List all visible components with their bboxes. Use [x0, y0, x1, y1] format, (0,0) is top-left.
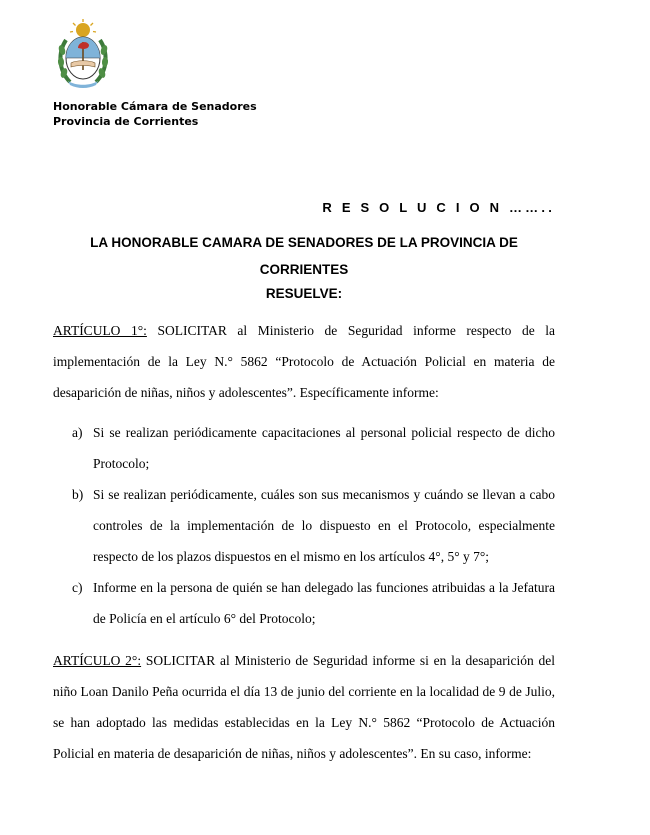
list-item-text: Si se realizan periódicamente, cuáles son sus mecanismos y cuándo se llevan a cabo controles de la implementación de lo dispuesto en el Protocolo, especialmente respecto de los plazos dispuestos en el mismo en los artículos 4°, 5° y 7°;	[93, 487, 555, 564]
list-item-text: Informe en la persona de quién se han delegado las funciones atribuidas a la Jefatura de Policía en el artículo 6° del Protocolo;	[93, 580, 555, 626]
article-1-text: SOLICITAR al Ministerio de Seguridad informe respecto de la implementación de la Ley N.° 5862 “Protocolo de Actuación Policial en materia de desaparición de niñas, niños y adolescentes”. Específicamente informe:	[53, 323, 555, 400]
argentina-coat-of-arms-icon	[56, 18, 110, 92]
article-1-label: ARTÍCULO 1°:	[53, 323, 147, 338]
list-item-text: Si se realizan periódicamente capacitaciones al personal policial respecto de dicho Protocolo;	[93, 425, 555, 471]
article-2-text: SOLICITAR al Ministerio de Seguridad informe si en la desaparición del niño Loan Danilo Peña ocurrida el día 13 de junio del corriente en la localidad de 9 de Julio, se han adoptado las medidas establecidas en la Ley N.° 5862 “Protocolo de Actuación Policial en materia de desaparición de niñas, niños y adolescentes”. En su caso, informe:	[53, 653, 555, 761]
institution-province: Provincia de Corrientes	[53, 115, 199, 128]
article-2	[53, 645, 555, 769]
list-item-marker: c)	[72, 580, 83, 595]
institution-header	[53, 99, 257, 129]
list-item	[72, 417, 555, 479]
article-1-items	[72, 417, 555, 634]
list-item	[72, 479, 555, 572]
resuelve-title: RESUELVE:	[265, 286, 343, 301]
article-2-label: ARTÍCULO 2°:	[53, 653, 142, 668]
list-item-marker: b)	[72, 487, 84, 502]
list-item	[72, 572, 555, 634]
institution-name: Honorable Cámara de Senadores	[53, 100, 257, 113]
list-item-marker: a)	[72, 425, 83, 440]
resolution-number: R E S O L U C I O N ……..	[322, 200, 555, 215]
article-1	[53, 315, 555, 408]
document-heading: LA HONORABLE CAMARA DE SENADORES DE LA PROVINCIA DE CORRIENTES	[90, 235, 518, 277]
